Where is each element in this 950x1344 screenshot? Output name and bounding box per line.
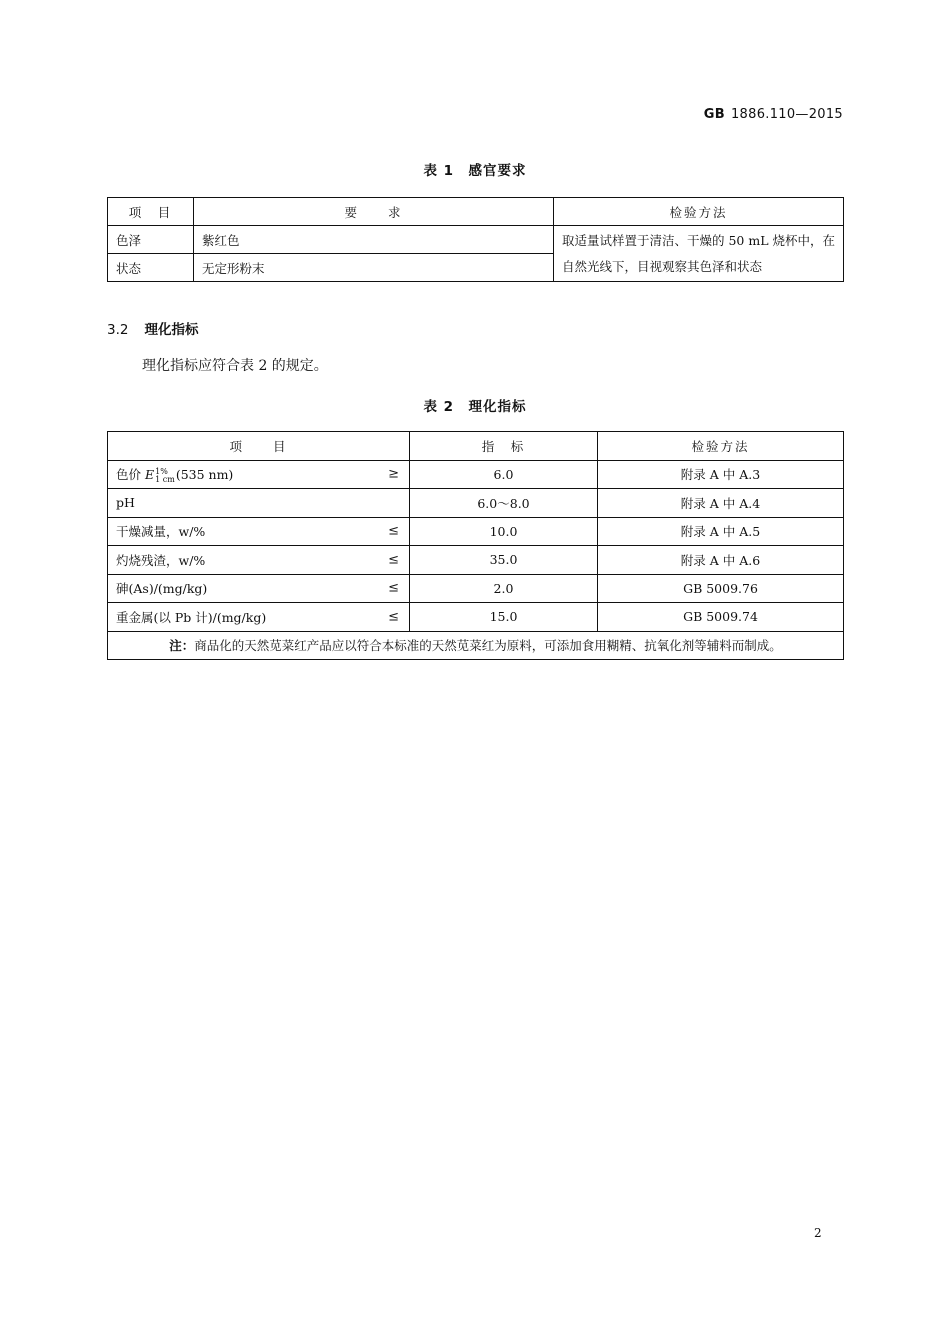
note-text: 商品化的天然苋菜红产品应以符合本标准的天然苋菜红为原料，可添加食用糊精、抗氧化剂等辅料而制成。 [194, 638, 782, 654]
table-row [108, 603, 844, 632]
table-note-row [108, 631, 844, 660]
row-item [108, 603, 410, 632]
header-item: 项 目 [108, 198, 194, 226]
row-item [108, 574, 410, 603]
item-prefix: 色价 [116, 467, 145, 482]
row-item [108, 517, 410, 546]
table-row [108, 546, 844, 575]
row-item: 色泽 [108, 226, 194, 254]
table-header-row [108, 432, 844, 461]
item-subscript: 1 cm [155, 474, 175, 484]
row-item [108, 460, 410, 489]
body-paragraph: 理化指标应符合表 2 的规定。 [142, 358, 328, 374]
header-item: 项 目 [108, 432, 410, 461]
item-label: 重金属(以 Pb 计)/(mg/kg) [116, 609, 267, 625]
comparison-sign: ≥ [388, 466, 399, 482]
item-suffix: (535 nm) [175, 467, 234, 482]
item-label: 砷(As)/(mg/kg) [116, 581, 208, 597]
row-method: 附录 A 中 A.5 [598, 517, 844, 546]
section-title: 理化指标 [144, 322, 199, 338]
table-row [108, 574, 844, 603]
row-method: 附录 A 中 A.6 [598, 546, 844, 575]
note-label: 注： [169, 638, 195, 654]
item-label: pH [116, 495, 135, 511]
standard-code [704, 107, 843, 122]
comparison-sign: ≤ [388, 580, 399, 596]
item-sup-sub [155, 468, 175, 484]
header-requirement: 要 求 [194, 198, 554, 226]
row-method: GB 5009.76 [598, 574, 844, 603]
row-requirement: 无定形粉末 [194, 254, 554, 282]
header-method: 检验方法 [554, 198, 844, 226]
row-value: 15.0 [410, 603, 598, 632]
row-requirement: 紫红色 [194, 226, 554, 254]
row-method: GB 5009.74 [598, 603, 844, 632]
row-value: 2.0 [410, 574, 598, 603]
row-value: 10.0 [410, 517, 598, 546]
row-value: 35.0 [410, 546, 598, 575]
row-method: 附录 A 中 A.3 [598, 460, 844, 489]
row-item [108, 546, 410, 575]
section-heading [107, 318, 198, 338]
sensory-requirements-table [107, 197, 844, 282]
row-method: 取适量试样置于清洁、干燥的 50 mL 烧杯中，在自然光线下，目视观察其色泽和状态 [554, 226, 844, 282]
item-variable: E [144, 467, 155, 482]
section-number: 3.2 [107, 322, 129, 338]
color-value-label [116, 467, 233, 482]
item-label: 干燥减量，w/% [116, 524, 206, 540]
item-label: 灼烧残渣，w/% [116, 552, 206, 568]
standard-prefix: GB [703, 107, 725, 122]
table-header-row [108, 198, 844, 226]
row-value: 6.0～8.0 [410, 489, 598, 518]
standard-number: 1886.110—2015 [730, 107, 843, 122]
table1-caption: 表 1 感官要求 [423, 163, 527, 179]
item-superscript: 1% [155, 466, 168, 476]
table-row [108, 517, 844, 546]
row-item: 状态 [108, 254, 194, 282]
row-value: 6.0 [410, 460, 598, 489]
header-method: 检验方法 [598, 432, 844, 461]
row-item [108, 489, 410, 518]
comparison-sign: ≤ [388, 523, 399, 539]
table2-caption: 表 2 理化指标 [423, 399, 527, 415]
table-row [108, 460, 844, 489]
page-number: 2 [814, 1226, 822, 1240]
header-index: 指 标 [410, 432, 598, 461]
row-method: 附录 A 中 A.4 [598, 489, 844, 518]
physicochemical-table [107, 431, 844, 660]
table-row [108, 226, 844, 254]
table-note [108, 631, 844, 660]
comparison-sign: ≤ [388, 552, 399, 568]
table-row [108, 489, 844, 518]
comparison-sign: ≤ [388, 609, 399, 625]
